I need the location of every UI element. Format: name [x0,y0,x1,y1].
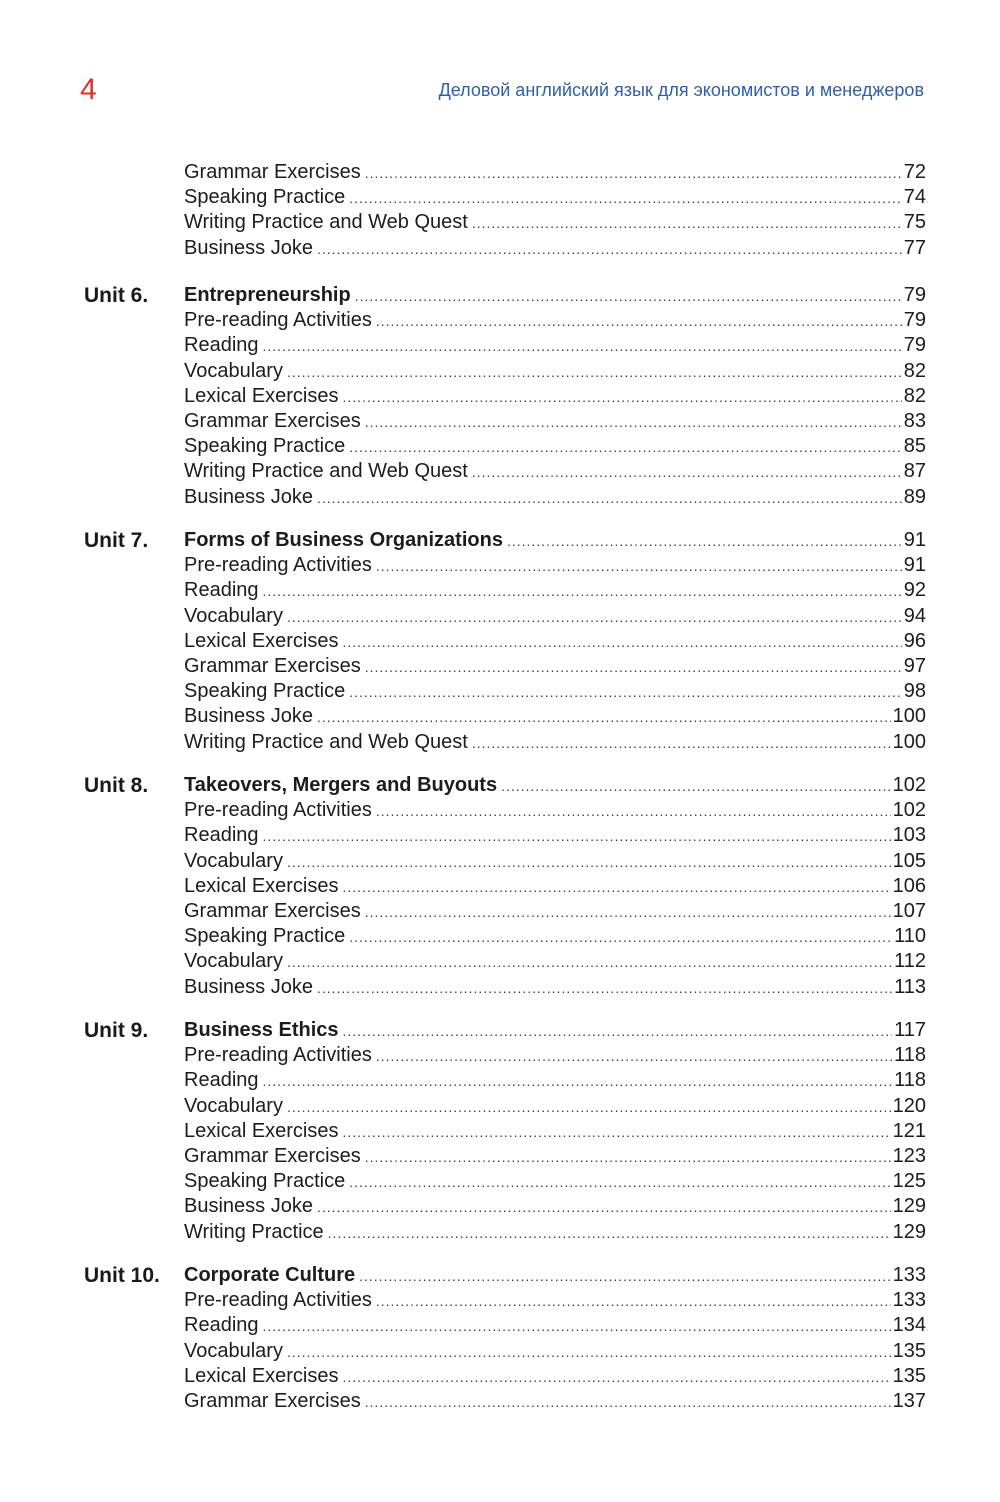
dot-leader [359,1264,891,1289]
dot-leader [263,824,891,849]
toc-entry-page: 82 [903,359,926,382]
dot-leader [328,1221,891,1246]
toc-entry-page: 113 [894,975,926,998]
dot-leader [263,579,902,604]
unit-page: 91 [903,529,926,551]
toc-entry-page: 79 [903,309,926,332]
toc-entry[interactable] [184,704,926,729]
toc-entry-title: Reading [184,579,259,602]
dot-leader [507,529,902,554]
unit-label: Unit 9. [84,1019,149,1042]
toc-entry-title: Reading [184,334,259,357]
toc-entry[interactable] [184,798,926,823]
toc-entry[interactable] [184,730,926,755]
toc-entry[interactable] [184,924,926,949]
dot-leader [472,460,902,485]
toc-entry[interactable] [184,679,926,704]
toc-entries [184,283,926,510]
dot-leader [317,237,902,262]
toc-entry[interactable] [184,578,926,603]
toc-entry[interactable] [184,1220,926,1245]
toc-entry-page: 85 [903,435,926,458]
dot-leader [287,360,902,385]
dot-leader [376,309,902,334]
dot-leader [349,925,892,950]
dot-leader [365,1145,891,1170]
toc-entry-title: Pre-reading Activities [184,309,372,332]
dot-leader [349,1170,890,1195]
toc-entry-page: 134 [892,1314,926,1337]
dot-leader [343,630,902,655]
toc-entry-page: 100 [892,705,926,728]
dot-leader [365,655,902,680]
toc-entry[interactable] [184,849,926,874]
unit-page: 102 [892,774,926,796]
toc-entry-title: Writing Practice and Web Quest [184,730,468,753]
toc-entry-title: Lexical Exercises [184,1364,339,1387]
toc-entries [184,1018,926,1245]
toc-entry-page: 72 [903,161,926,183]
toc-entry-page: 135 [892,1364,926,1387]
dot-leader [287,850,891,875]
dot-leader [355,284,902,309]
toc-entry[interactable] [184,604,926,629]
dot-leader [343,1365,891,1390]
toc-entries [184,160,926,261]
dot-leader [376,1289,891,1314]
unit-title: Entrepreneurship [184,284,351,306]
toc-entry[interactable] [184,1389,926,1414]
toc-entry-page: 123 [892,1144,926,1167]
toc-entry[interactable] [184,1194,926,1219]
toc-entry[interactable] [184,434,926,459]
dot-leader [343,1019,893,1044]
toc-entry-page: 94 [903,604,926,627]
unit-label: Unit 10. [84,1264,160,1287]
toc-entry[interactable] [184,629,926,654]
toc-entry-page: 137 [892,1389,926,1412]
toc-entry-page: 118 [894,1069,926,1092]
toc-entry[interactable] [184,409,926,434]
toc-entry[interactable] [184,236,926,261]
dot-leader [317,976,892,1001]
unit-page: 79 [903,284,926,306]
toc-entry-page: 102 [892,799,926,822]
toc-entry-title: Speaking Practice [184,680,346,703]
toc-entry[interactable] [184,333,926,358]
toc-entry-page: 77 [903,236,926,259]
toc-entry-page: 96 [903,629,926,652]
toc-entry-title: Speaking Practice [184,1170,346,1193]
toc-entries [184,1263,926,1414]
toc-entry[interactable] [184,975,926,1000]
toc-entry-title: Pre-reading Activities [184,799,372,822]
toc-entry-page: 83 [903,409,926,432]
toc-entry-page: 107 [892,899,926,922]
toc-entries [184,773,926,1000]
unit-title: Business Ethics [184,1019,339,1041]
toc-entry-title: Lexical Exercises [184,384,339,407]
dot-leader [349,186,902,211]
unit-title: Takeovers, Mergers and Buyouts [184,774,498,796]
toc-entry[interactable] [184,1094,926,1119]
toc-entry-page: 92 [903,579,926,602]
toc-entry[interactable] [184,459,926,484]
toc-entry-title: Reading [184,1069,259,1092]
toc-entry-page: 125 [892,1170,926,1193]
dot-leader [317,1195,891,1220]
toc-entry-title: Writing Practice and Web Quest [184,211,468,234]
toc-entry-title: Lexical Exercises [184,1119,339,1142]
unit-heading[interactable] [184,1018,926,1043]
dot-leader [365,900,891,925]
toc-entry[interactable] [184,949,926,974]
toc-entry-title: Grammar Exercises [184,1144,361,1167]
toc-entry[interactable] [184,384,926,409]
toc-entry-page: 75 [903,211,926,234]
toc-entry-title: Lexical Exercises [184,874,339,897]
unit-title: Corporate Culture [184,1264,356,1286]
toc-entry-title: Vocabulary [184,359,283,382]
dot-leader [287,1340,891,1365]
toc-entry-title: Grammar Exercises [184,161,361,183]
dot-leader [376,554,902,579]
toc-entry-page: 82 [903,384,926,407]
toc-entry-page: 89 [903,485,926,508]
toc-entry-title: Pre-reading Activities [184,1289,372,1312]
dot-leader [376,799,891,824]
toc-entry-title: Vocabulary [184,604,283,627]
page-number: 4 [80,73,97,106]
toc-entry-page: 129 [892,1220,926,1243]
toc-entry-title: Pre-reading Activities [184,554,372,577]
toc-entry[interactable] [184,1169,926,1194]
toc-entry-page: 98 [903,680,926,703]
toc-entry-title: Vocabulary [184,849,283,872]
dot-leader [343,385,902,410]
toc-entry[interactable] [184,1043,926,1068]
unit-heading[interactable] [184,773,926,798]
unit-heading[interactable] [184,1263,926,1288]
toc-entry-title: Speaking Practice [184,186,346,209]
dot-leader [343,875,891,900]
toc-entry-title: Grammar Exercises [184,654,361,677]
dot-leader [365,161,902,186]
toc-entry[interactable] [184,1364,926,1389]
toc-entry-title: Writing Practice [184,1220,324,1243]
toc-entry[interactable] [184,1068,926,1093]
toc-entry[interactable] [184,1339,926,1364]
unit-label: Unit 7. [84,529,149,552]
dot-leader [263,1314,891,1339]
running-title: Деловой английский язык для экономистов и менеджеров [438,80,924,100]
toc-entry[interactable] [184,899,926,924]
toc-entry-title: Speaking Practice [184,435,346,458]
unit-heading[interactable] [184,528,926,553]
unit-title: Forms of Business Organizations [184,529,503,551]
toc-entry-page: 91 [903,554,926,577]
toc-entry-page: 118 [894,1044,926,1067]
toc-entry[interactable] [184,1144,926,1169]
dot-leader [317,705,891,730]
toc-entry[interactable] [184,1288,926,1313]
toc-entry-page: 97 [903,654,926,677]
toc-entry[interactable] [184,210,926,235]
toc-entry-page: 129 [892,1195,926,1218]
unit-label: Unit 8. [84,774,149,797]
dot-leader [472,211,902,236]
unit-page: 117 [894,1019,926,1041]
toc-entry[interactable] [184,308,926,333]
toc-entry-title: Business Joke [184,1195,313,1218]
toc-entry-page: 74 [903,186,926,209]
toc-entries [184,528,926,755]
dot-leader [472,731,891,756]
toc-entry-title: Grammar Exercises [184,899,361,922]
toc-entry-page: 110 [894,925,926,948]
page-header [0,70,1000,110]
unit-label: Unit 6. [84,284,149,307]
dot-leader [349,435,902,460]
toc-entry[interactable] [184,1313,926,1338]
toc-entry[interactable] [184,185,926,210]
toc-entry-title: Reading [184,1314,259,1337]
toc-entry-title: Pre-reading Activities [184,1044,372,1067]
toc-entry[interactable] [184,874,926,899]
toc-entry-title: Writing Practice and Web Quest [184,460,468,483]
dot-leader [376,1044,892,1069]
dot-leader [317,486,902,511]
toc-entry[interactable] [184,485,926,510]
toc-entry[interactable] [184,1119,926,1144]
unit-page: 133 [892,1264,926,1286]
toc-entry[interactable] [184,823,926,848]
toc-entry-title: Reading [184,824,259,847]
toc-entry-page: 106 [892,874,926,897]
toc-entry-page: 103 [892,824,926,847]
dot-leader [365,410,902,435]
toc-entry-title: Vocabulary [184,1339,283,1362]
toc-entry-page: 120 [892,1094,926,1117]
toc-entry-page: 100 [892,730,926,753]
toc-entry-title: Grammar Exercises [184,1389,361,1412]
dot-leader [287,950,892,975]
dot-leader [287,605,902,630]
toc-entry-title: Grammar Exercises [184,409,361,432]
toc-entry-page: 112 [894,950,926,973]
toc-entry-title: Business Joke [184,975,313,998]
toc-entry-title: Vocabulary [184,950,283,973]
dot-leader [349,680,902,705]
toc-entry-page: 105 [892,849,926,872]
toc-entry-title: Business Joke [184,485,313,508]
toc-entry-page: 121 [892,1119,926,1142]
toc-entry-title: Business Joke [184,236,313,259]
toc-entry-page: 79 [903,334,926,357]
unit-heading[interactable] [184,283,926,308]
toc-entry[interactable] [184,359,926,384]
toc-entry-title: Speaking Practice [184,925,346,948]
dot-leader [287,1095,891,1120]
dot-leader [343,1120,891,1145]
dot-leader [263,1069,893,1094]
toc-entry-page: 87 [903,460,926,483]
toc-entry[interactable] [184,160,926,185]
dot-leader [263,334,902,359]
toc-entry-page: 133 [892,1289,926,1312]
dot-leader [365,1390,891,1415]
toc-entry-title: Vocabulary [184,1094,283,1117]
dot-leader [501,774,891,799]
toc-entry-page: 135 [892,1339,926,1362]
toc-entry[interactable] [184,553,926,578]
toc-entry-title: Lexical Exercises [184,629,339,652]
toc-entry[interactable] [184,654,926,679]
toc-entry-title: Business Joke [184,705,313,728]
